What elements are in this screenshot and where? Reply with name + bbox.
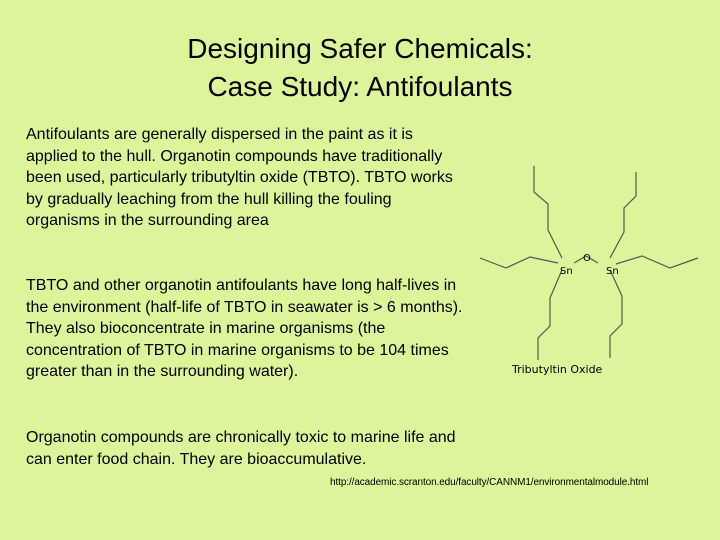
paragraph-persistence: TBTO and other organotin antifoulants have long half-lives in the environment (half-life of TBTO in seawater is > 6 months). They also bioconcentrate in marine organisms (the concentration of TBTO in marine organisms to be 104 times greater than in the surrounding water).	[26, 277, 463, 380]
tbto-structure-diagram	[470, 160, 710, 380]
title-line-2: Case Study: Antifoulants	[207, 71, 513, 102]
atom-sn-right: Sn	[606, 266, 619, 277]
butyl-chain-lower-left	[538, 270, 562, 360]
slide-title	[0, 30, 720, 106]
atom-sn-left: Sn	[560, 266, 573, 277]
paragraph-antifoulant-usage: Antifoulants are generally dispersed in the paint as it is applied to the hull. Organotin compounds have traditionally been used, particularly tributyltin oxide (TBTO). TBTO works by gradually leaching from the hull killing the fouling organisms in the surrounding area	[26, 126, 453, 229]
paragraph-toxicity: Organotin compounds are chronically toxic to marine life and can enter food chain. They are bioaccumulative.	[26, 429, 456, 468]
structure-caption: Tributyltin Oxide	[512, 363, 603, 376]
butyl-chain-left	[480, 257, 558, 268]
title-line-1: Designing Safer Chemicals:	[187, 33, 533, 64]
butyl-chain-upper-left	[534, 166, 562, 258]
butyl-chain-right	[616, 256, 698, 268]
source-url: http://academic.scranton.edu/faculty/CANNM1/environmentalmodule.html	[330, 477, 649, 488]
butyl-chain-lower-right	[610, 270, 622, 358]
atom-o: O	[583, 253, 591, 264]
butyl-chain-upper-right	[610, 172, 636, 258]
